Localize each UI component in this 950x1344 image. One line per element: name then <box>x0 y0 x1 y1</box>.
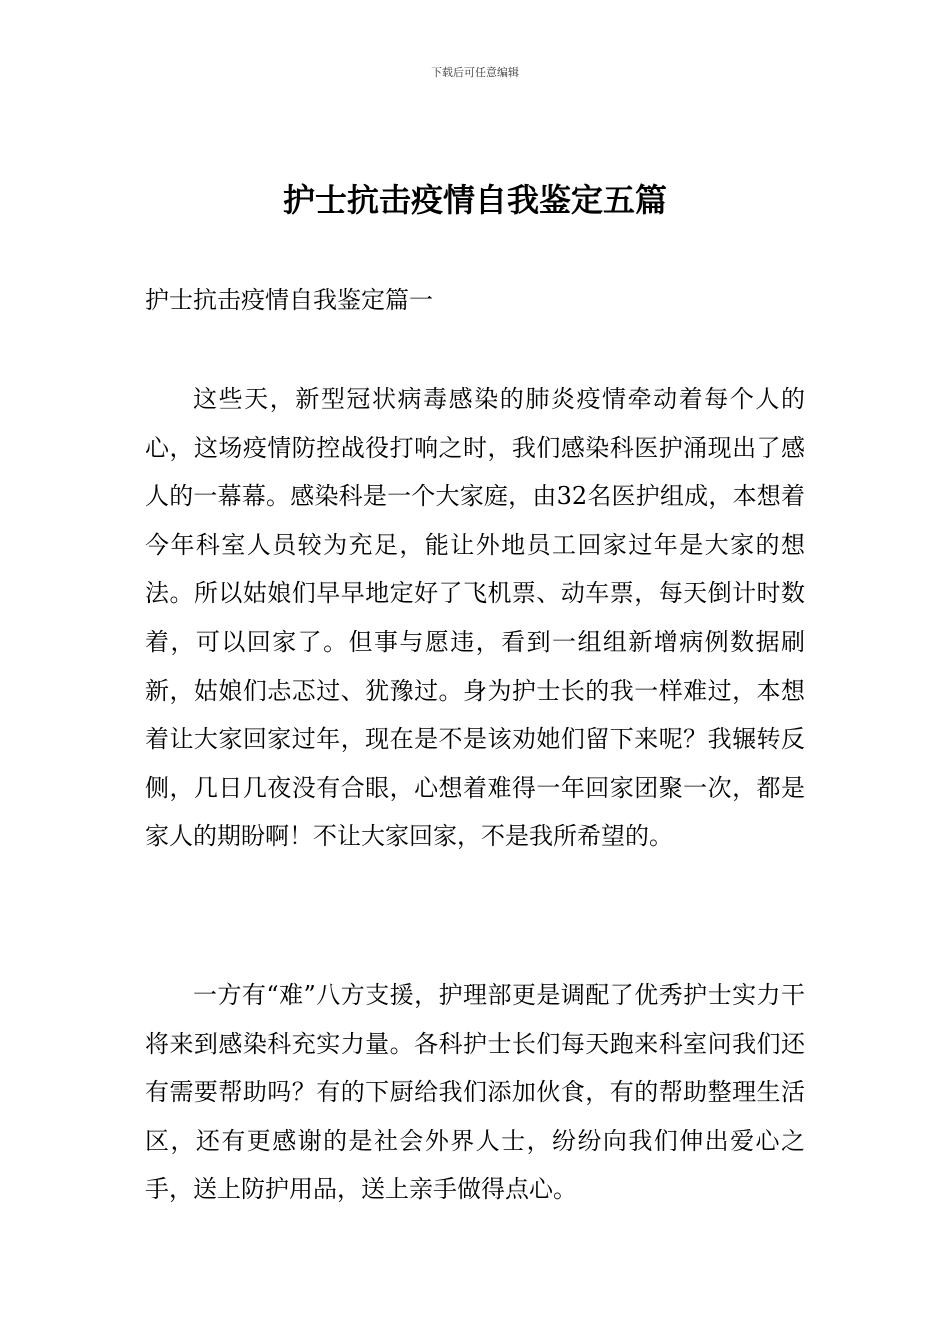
paragraph-1: 这些天，新型冠状病毒感染的肺炎疫情牵动着每个人的心，这场疫情防控战役打响之时，我们感染科医护涌现出了感人的一幕幕。感染科是一个大家庭，由32名医护组成，本想着今年科室人员较为充足，能让外地员工回家过年是大家的想法。所以姑娘们早早地定好了飞机票、动车票，每天倒计时数着，可以回家了。但事与愿违，看到一组组新增病例数据刷新，姑娘们忐忑过、犹豫过。身为护士长的我一样难过，本想着让大家回家过年，现在是不是该劝她们留下来呢？我辗转反侧，几日几夜没有合眼，心想着难得一年回家团聚一次，都是家人的期盼啊！不让大家回家，不是我所希望的。 <box>145 385 805 851</box>
document-title: 护士抗击疫情自我鉴定五篇 <box>282 181 667 219</box>
section-heading: 护士抗击疫情自我鉴定篇一 <box>145 286 433 314</box>
paragraph-2: 一方有“难”八方支援，护理部更是调配了优秀护士实力干将来到感染科充实力量。各科护士长们每天跑来科室问我们还有需要帮助吗？有的下厨给我们添加伙食，有的帮助整理生活区，还有更感谢的是社会外界人士，纷纷向我们伸出爱心之手，送上防护用品，送上亲手做得点心。 <box>145 981 805 1204</box>
header-note: 下载后可任意编辑 <box>431 66 519 79</box>
